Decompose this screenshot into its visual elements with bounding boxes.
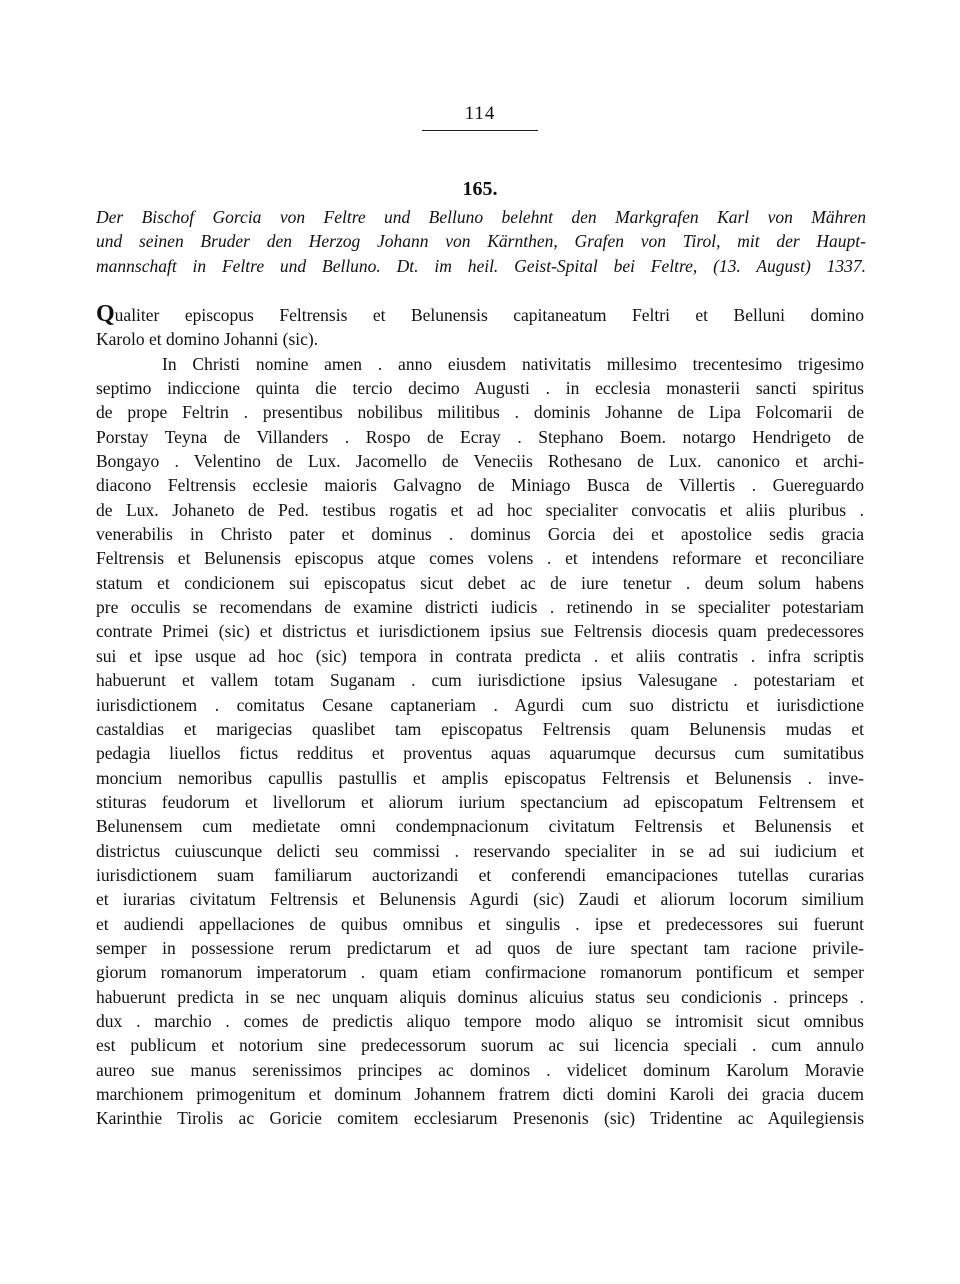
summary-line: Karolo et domino Johanni (sic). (96, 329, 319, 350)
initial-letter: Q (96, 303, 115, 327)
body-line: giorum romanorum imperatorum . quam etiam confirmacione romanorum pontificum et semper (96, 962, 864, 983)
body-line: est publicum et notorium sine predecessorum suorum ac sui licencia speciali . cum annulo (96, 1035, 864, 1056)
body-line: aureo sue manus serenissimos principes ac dominos . videlicet dominum Karolum Moravie (96, 1059, 864, 1080)
body-line: septimo indiccione quinta die tercio decimo Augusti . in ecclesia monasterii sancti spiritus (96, 378, 864, 399)
body-line: de prope Feltrin . presentibus nobilibus militibus . dominis Johanne de Lipa Folcomarii de (96, 402, 864, 423)
body-line: moncium nemoribus capullis pastullis et amplis episcopatus Feltrensis et Belunensis . inve- (96, 767, 864, 788)
body-line: venerabilis in Christo pater et dominus . dominus Gorcia dei et apostolice sedis gracia (96, 524, 864, 545)
summary-text: ualiter episcopus Feltrensis et Belunensis capitaneatum Feltri et Belluni domino (114, 305, 864, 325)
page-number: 114 (464, 103, 496, 124)
body-line: castaldias et marigecias quaslibet tam episcopatus Feltrensis quam Belunensis mudas et (96, 718, 864, 739)
body-line: iurisdictionem . comitatus Cesane captaneriam . Agurdi cum suo districtu et iurisdictione (96, 694, 864, 715)
body-line: Belunensem cum medietate omni condempnacionum civitatum Feltrensis et Belunensis et (96, 816, 864, 837)
body-line: et audiendi appellaciones de quibus omnibus et singulis . ipse et predecessores sui fuerunt (96, 913, 864, 934)
body-line: diacono Feltrensis ecclesie maioris Galvagno de Miniago Busca de Villertis . Guereguardo (96, 475, 864, 496)
body-line: Porstay Teyna de Villanders . Rospo de Ecray . Stephano Boem. notargo Hendrigeto de (96, 426, 864, 447)
body-line: dux . marchio . comes de predictis aliquo tempore modo aliquo se intromisit sicut omnibus (96, 1010, 864, 1031)
heading-line: Der Bischof Gorcia von Feltre und Belluno belehnt den Markgrafen Karl von Mähren (96, 207, 866, 227)
body-line: habuerunt et vallem totam Suganam . cum iurisdictione ipsius Valesugane . potestariam et (96, 670, 864, 691)
body-line: de Lux. Johaneto de Ped. testibus rogatis et ad hoc specialiter convocatis et aliis pluribus . (96, 499, 864, 520)
document-body (96, 303, 864, 1131)
document-heading (96, 206, 866, 279)
body-line: Karinthie Tirolis ac Goricie comitem ecclesiarum Presenonis (sic) Tridentine ac Aquilegiensis (96, 1108, 864, 1129)
body-line: districtus cuiuscunque delicti seu commissi . reservando specialiter in se ad sui iudicium et (96, 840, 864, 861)
body-line: sui et ipse usque ad hoc (sic) tempora in contrata predicta . et aliis contratis . infra scriptis (96, 645, 864, 666)
body-line: marchionem primogenitum et dominum Johannem fratrem dicti domini Karoli dei gracia ducem (96, 1084, 864, 1104)
page-number-rule (422, 130, 538, 131)
body-line: semper in possessione rerum predictarum et ad quos de iure spectant tam racione privile- (96, 937, 864, 958)
body-line: statum et condicionem sui episcopatus sicut debet ac de iure tenetur . deum solum habens (96, 572, 864, 593)
body-line: Feltrensis et Belunensis episcopus atque comes volens . et intendens reformare et reconciliare (96, 548, 864, 569)
body-line: Bongayo . Velentino de Lux. Jacomello de Veneciis Rothesano de Lux. canonico et archi- (96, 451, 864, 472)
body-line: In Christi nomine amen . anno eiusdem nativitatis millesimo trecentesimo trigesimo (162, 353, 864, 374)
body-line: pre occulis se recomendans de examine districti iudicis . retinendo in se specialiter potestariam (96, 597, 864, 618)
body-line: iurisdictionem suam familiarum auctorizandi et conferendi emancipaciones tutellas curarias (96, 864, 864, 885)
body-line: stituras feudorum et livellorum et aliorum iurium spectancium ad episcopatum Feltrensem et (96, 791, 864, 812)
document-number: 165. (462, 178, 498, 200)
body-line: contrate Primei (sic) et districtus et iurisdictionem ipsius sue Feltrensis diocesis quam predecessores (96, 621, 864, 642)
body-line: habuerunt predicta in se nec unquam aliquis dominus alicuius status seu condicionis . princeps . (96, 986, 864, 1007)
heading-line: und seinen Bruder den Herzog Johann von Kärnthen, Grafen von Tirol, mit der Haupt- (96, 231, 866, 252)
summary-line (96, 303, 864, 327)
body-line: pedagia liuellos fictus redditus et proventus aquas aquarumque decursus cum sumitatibus (96, 743, 864, 764)
heading-line: mannschaft in Feltre und Belluno. Dt. im heil. Geist-Spital bei Feltre, (13. August) 1337. (96, 255, 866, 276)
body-line: et iurarias civitatum Feltrensis et Belunensis Agurdi (sic) Zaudi et aliorum locorum similium (96, 889, 864, 910)
